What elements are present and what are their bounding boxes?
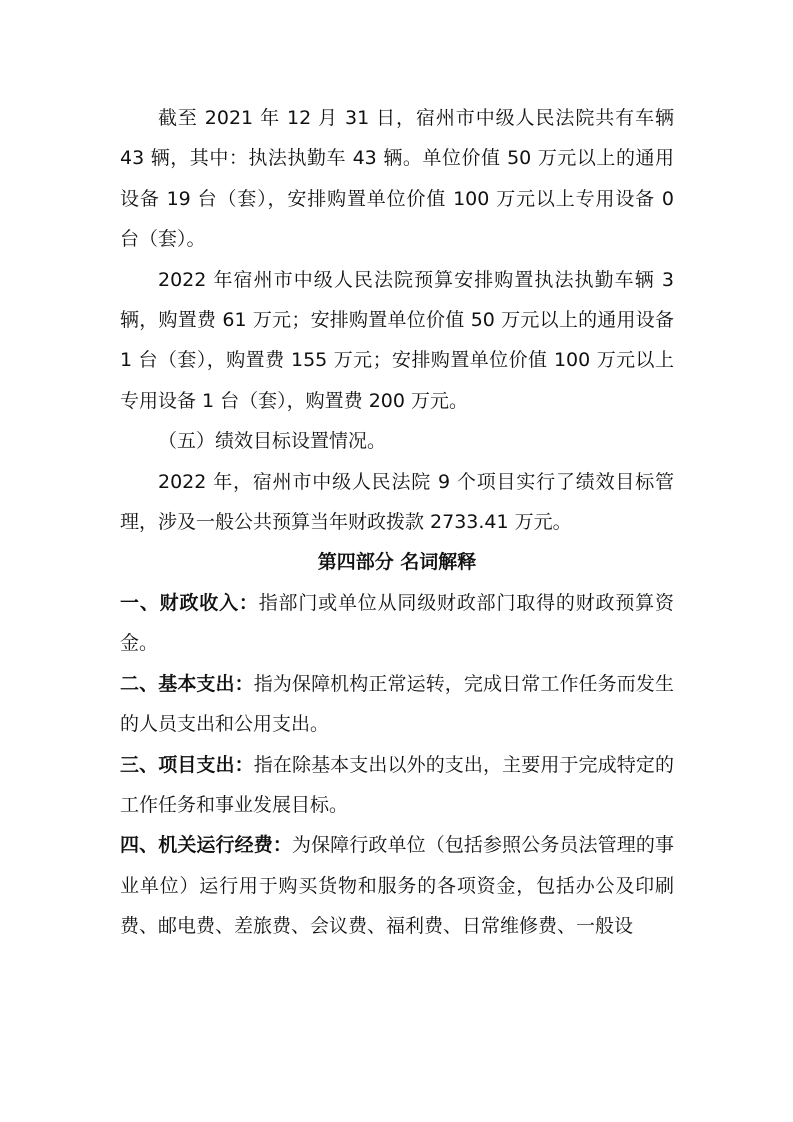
term-definition: 指部门或单位从同级财政部门取得的财政预算资金。 xyxy=(120,591,674,655)
term-fiscal-revenue xyxy=(120,583,674,664)
paragraph-performance-heading: （五）绩效目标设置情况。 xyxy=(158,430,387,453)
section-title: 第四部分 名词解释 xyxy=(317,551,477,574)
term-label: 一、财政收入： xyxy=(120,591,259,614)
paragraph-vehicles-status: 截至 2021 年 12 月 31 日，宿州市中级人民法院共有车辆 43 辆，其中：执法执勤车 43 辆。单位价值 50 万元以上的通用设备 19 台（套），安排购置单位价值 100 万元以上专用设备 0 台（套）。 xyxy=(120,107,674,251)
term-project-expenditure xyxy=(120,745,674,826)
term-label: 二、基本支出： xyxy=(120,672,254,695)
term-operating-funds xyxy=(120,825,674,946)
paragraph-purchase-plan: 2022 年宿州市中级人民法院预算安排购置执法执勤车辆 3 辆，购置费 61 万元；安排购置单位价值 50 万元以上的通用设备 1 台（套），购置费 155 万元；安排购置单位价值 100 万元以上专用设备 1 台（套），购置费 200 万元。 xyxy=(120,268,674,412)
term-definition: 为保障行政单位（包括参照公务员法管理的事业单位）运行用于购买货物和服务的各项资金，包括办公及印刷费、邮电费、差旅费、会议费、福利费、日常维修费、一般设 xyxy=(120,834,674,938)
term-label: 三、项目支出： xyxy=(120,753,254,776)
term-label: 四、机关运行经费： xyxy=(120,834,292,857)
paragraph-performance-targets: 2022 年，宿州市中级人民法院 9 个项目实行了绩效目标管理，涉及一般公共预算当年财政拨款 2733.41 万元。 xyxy=(120,470,674,534)
document-page xyxy=(120,98,674,947)
term-basic-expenditure xyxy=(120,664,674,745)
term-definition: 指为保障机构正常运转，完成日常工作任务而发生的人员支出和公用支出。 xyxy=(120,672,674,736)
term-definition: 指在除基本支出以外的支出，主要用于完成特定的工作任务和事业发展目标。 xyxy=(120,753,674,816)
